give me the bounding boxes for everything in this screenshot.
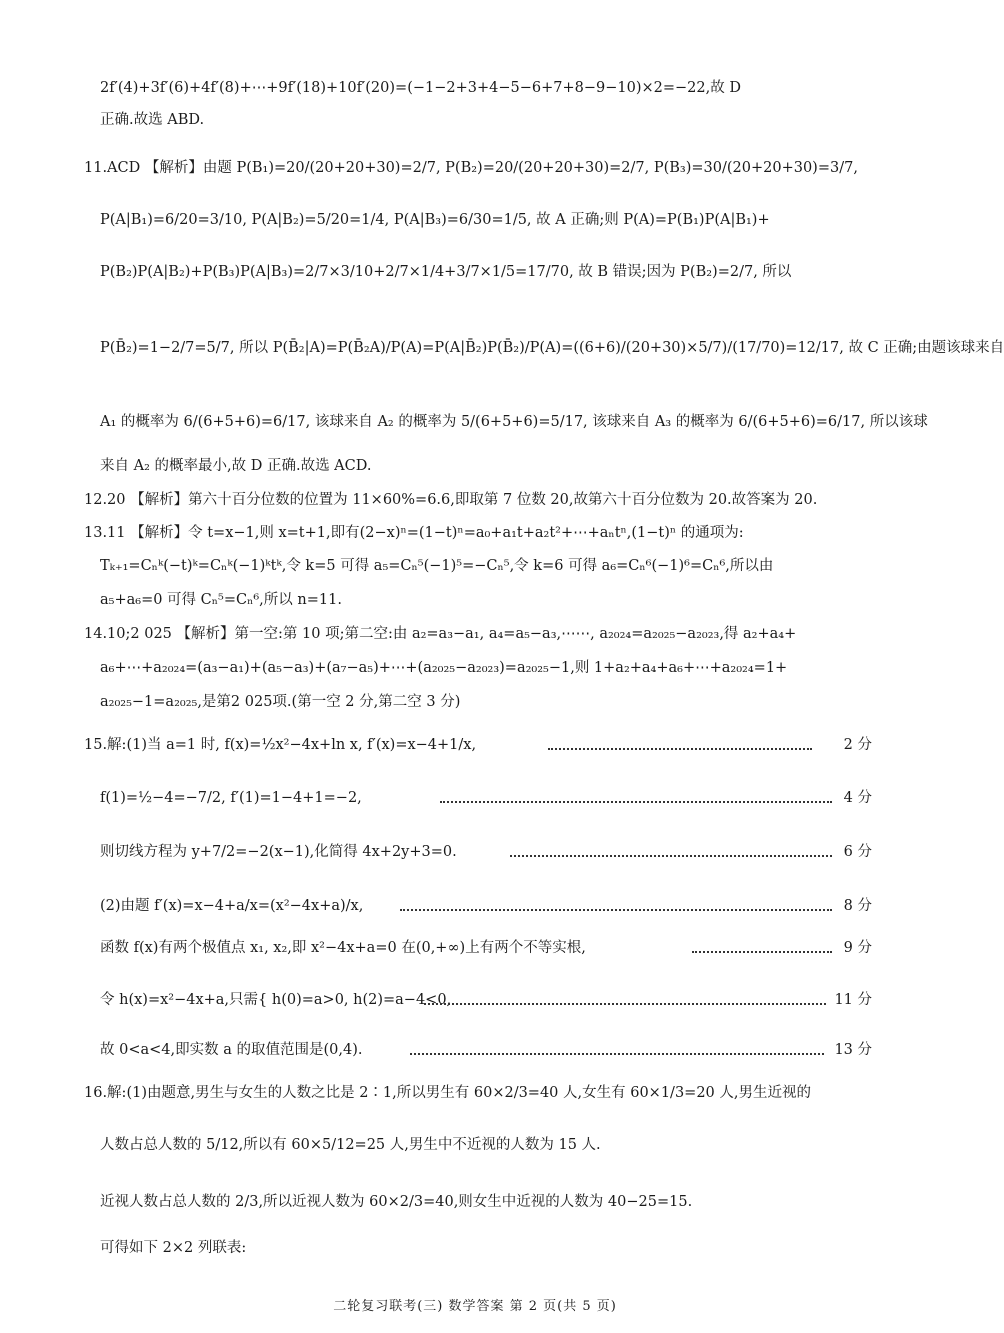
- score-label: 13 分: [834, 1042, 872, 1058]
- text-line: 2f′(4)+3f′(6)+4f′(8)+⋯+9f′(18)+10f′(20)=(−1−2+3+4−5−6+7+8−9−10)×2=−22,故 D: [100, 80, 741, 96]
- score-label: 4 分: [843, 790, 872, 806]
- dot-leader: [548, 748, 812, 750]
- score-label: 9 分: [843, 940, 872, 956]
- question-11-line: 11.ACD 【解析】由题 P(B₁)=20/(20+20+30)=2/7, P(B₂)=20/(20+20+30)=2/7, P(B₃)=30/(20+20+30)=3/7,: [84, 160, 858, 176]
- text-line: a₅+a₆=0 可得 Cₙ⁵=Cₙ⁶,所以 n=11.: [100, 592, 342, 608]
- text-line: 函数 f(x)有两个极值点 x₁, x₂,即 x²−4x+a=0 在(0,+∞)上有两个不等实根,: [100, 940, 586, 956]
- question-14-line: 14.10;2 025 【解析】第一空:第 10 项;第二空:由 a₂=a₃−a₁, a₄=a₅−a₃,⋯⋯, a₂₀₂₄=a₂₀₂₅−a₂₀₂₃,得 a₂+a₄+: [84, 626, 797, 642]
- text-line: 则切线方程为 y+7/2=−2(x−1),化简得 4x+2y+3=0.: [100, 844, 457, 860]
- text-line: 故 0<a<4,即实数 a 的取值范围是(0,4).: [100, 1042, 363, 1058]
- text-line: a₂₀₂₅−1=a₂₀₂₅,是第2 025项.(第一空 2 分,第二空 3 分): [100, 694, 461, 710]
- dot-leader: [400, 909, 832, 911]
- score-label: 8 分: [843, 898, 872, 914]
- dot-leader: [410, 1053, 824, 1055]
- score-label: 6 分: [843, 844, 872, 860]
- text-line: 令 h(x)=x²−4x+a,只需{ h(0)=a>0, h(2)=a−4<0,: [100, 992, 452, 1008]
- text-line: P(B₂)P(A|B₂)+P(B₃)P(A|B₃)=2/7×3/10+2/7×1/4+3/7×1/5=17/70, 故 B 错误;因为 P(B₂)=2/7, 所以: [100, 264, 792, 280]
- text-line: 正确.故选 ABD.: [100, 112, 205, 128]
- score-label: 2 分: [843, 737, 872, 753]
- text-line: P(B̄₂)=1−2/7=5/7, 所以 P(B̄₂|A)=P(B̄₂A)/P(A)=P(A|B̄₂)P(B̄₂)/P(A)=((6+6)/(20+30)×5/7)/(17/70)=12/17, 故 C 正确;由题该球来自: [100, 340, 1004, 356]
- question-16-line: 16.解:(1)由题意,男生与女生的人数之比是 2∶1,所以男生有 60×2/3=40 人,女生有 60×1/3=20 人,男生近视的: [84, 1085, 811, 1101]
- question-15-line: 15.解:(1)当 a=1 时, f(x)=½x²−4x+ln x, f′(x)=x−4+1/x,: [84, 737, 477, 753]
- dot-leader: [440, 801, 832, 803]
- dot-leader: [692, 951, 832, 953]
- text-line: 来自 A₂ 的概率最小,故 D 正确.故选 ACD.: [100, 458, 372, 474]
- text-line: P(A|B₁)=6/20=3/10, P(A|B₂)=5/20=1/4, P(A|B₃)=6/30=1/5, 故 A 正确;则 P(A)=P(B₁)P(A|B₁)+: [100, 212, 770, 228]
- text-line: 近视人数占总人数的 2/3,所以近视人数为 60×2/3=40,则女生中近视的人数为 40−25=15.: [100, 1194, 693, 1210]
- text-line: f(1)=½−4=−7/2, f′(1)=1−4+1=−2,: [100, 790, 362, 806]
- score-label: 11 分: [834, 992, 872, 1008]
- text-line: 人数占总人数的 5/12,所以有 60×5/12=25 人,男生中不近视的人数为 15 人.: [100, 1137, 601, 1153]
- text-line: 可得如下 2×2 列联表:: [100, 1240, 247, 1256]
- question-13-line: 13.11 【解析】令 t=x−1,则 x=t+1,即有(2−x)ⁿ=(1−t)ⁿ=a₀+a₁t+a₂t²+⋯+aₙtⁿ,(1−t)ⁿ 的通项为:: [84, 525, 744, 541]
- question-12-line: 12.20 【解析】第六十百分位数的位置为 11×60%=6.6,即取第 7 位数 20,故第六十百分位数为 20.故答案为 20.: [84, 492, 818, 508]
- text-line: a₆+⋯+a₂₀₂₄=(a₃−a₁)+(a₅−a₃)+(a₇−a₅)+⋯+(a₂₀₂₅−a₂₀₂₃)=a₂₀₂₅−1,则 1+a₂+a₄+a₆+⋯+a₂₀₂₄=1+: [100, 660, 788, 676]
- dot-leader: [424, 1003, 826, 1005]
- text-line: (2)由题 f′(x)=x−4+a/x=(x²−4x+a)/x,: [100, 898, 364, 914]
- text-line: A₁ 的概率为 6/(6+5+6)=6/17, 该球来自 A₂ 的概率为 5/(6+5+6)=5/17, 该球来自 A₃ 的概率为 6/(6+5+6)=6/17, 所以该球: [100, 414, 928, 430]
- dot-leader: [510, 855, 832, 857]
- page-footer: 二轮复习联考(三) 数学答案 第 2 页(共 5 页): [333, 1299, 617, 1314]
- text-line: Tₖ₊₁=Cₙᵏ(−t)ᵏ=Cₙᵏ(−1)ᵏtᵏ,令 k=5 可得 a₅=Cₙ⁵(−1)⁵=−Cₙ⁵,令 k=6 可得 a₆=Cₙ⁶(−1)⁶=Cₙ⁶,所以由: [100, 558, 774, 574]
